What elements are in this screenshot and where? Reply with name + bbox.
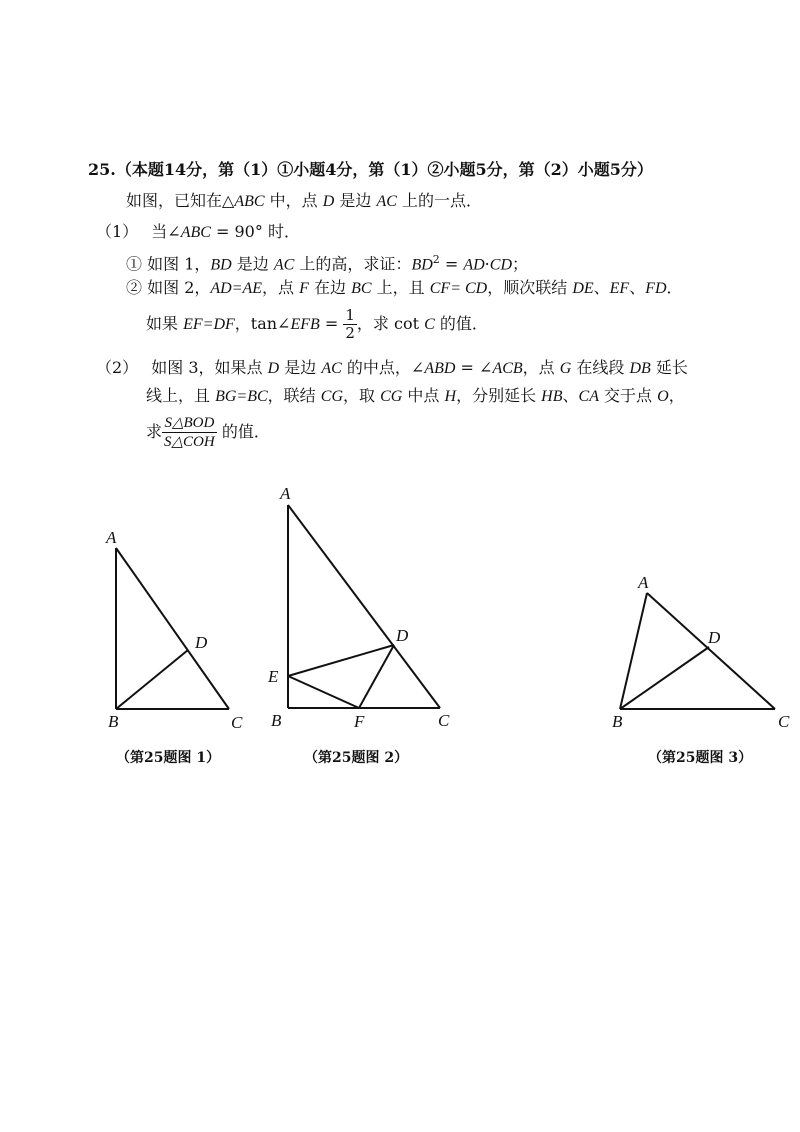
fig1-caption: （第25题图 1） — [116, 750, 221, 766]
problem-score-breakdown: （本题14分，第（1）①小题4分，第（1）②小题5分，第（2）小题5分） — [115, 160, 653, 179]
part1-sub2: ② 如图 2，AD=AE，点 F 在边 BC 上，且 CF= CD，顺次联结 DE、EF、FD． — [126, 278, 683, 297]
part2-question: 求 $\frac{\text{S△BOD}}{\text{S△COH}}$ 的值． — [146, 415, 270, 450]
fig2-label-e: E — [268, 667, 279, 686]
fig2-segment-de — [288, 645, 394, 676]
part2-label: （2） — [96, 358, 139, 377]
part2-line2: 线上，且 BG=BC，联结 CG，取 CG 中点 H，分别延长 HB、CA 交于点 O， — [146, 386, 685, 405]
fig1-label-c: C — [231, 713, 243, 732]
fig2-label-b: B — [271, 711, 282, 730]
fig1-label-b: B — [108, 712, 119, 731]
fig3-segment-ac — [647, 593, 775, 709]
fig3-segment-bd — [620, 647, 709, 709]
fig2-segment-ef — [288, 676, 359, 708]
fig3-label-a: A — [638, 573, 649, 592]
problem-number: 25. — [88, 160, 116, 179]
fig2-label-c: C — [438, 711, 450, 730]
figure-2 — [267, 484, 450, 731]
fig1-segment-ac — [116, 548, 229, 709]
fig1-label-d: D — [195, 633, 208, 652]
fig3-segment-ab — [620, 593, 647, 709]
part1-condition: （1） 当∠ABC = 90° 时． — [96, 222, 300, 241]
fig2-segment-ac — [288, 505, 440, 708]
fig3-label-d: D — [708, 628, 721, 647]
fig2-label-a: A — [280, 484, 291, 503]
fig3-caption: （第25题图 3） — [648, 750, 753, 766]
part1-sub1: ① 如图 1，BD 是边 AC 上的高，求证：$BD^2 = AD\cdot CD$； — [126, 253, 529, 274]
part1-label: （1） — [96, 222, 139, 241]
fig3-label-c: C — [778, 712, 790, 731]
fig2-caption: （第25题图 2） — [304, 750, 409, 766]
area-ratio-fraction: $\frac{\text{S△BOD}}{\text{S△COH}}$ — [164, 415, 215, 450]
fig1-segment-bd — [116, 650, 188, 709]
problem-intro: 如图，已知在△ABC 中，点 D 是边 AC 上的一点． — [126, 191, 483, 210]
part1-sub2-condition: 如果 EF=DF，tan∠EFB = $\frac{1}{2}$ ，求 cot C 的值． — [146, 306, 488, 342]
fig1-label-a: A — [106, 528, 117, 547]
fraction-one-half: $\frac{1}{2}$ — [345, 306, 355, 342]
figure-1 — [105, 528, 243, 732]
part2-line1: （2） 如图 3，如果点 D 是边 AC 的中点，∠ABD = ∠ACB，点 G 在线段 DB 延长 — [96, 358, 688, 377]
fig2-label-f: F — [354, 712, 365, 731]
fig3-label-b: B — [612, 712, 623, 731]
figure-3 — [612, 573, 790, 731]
fig2-label-d: D — [396, 626, 409, 645]
